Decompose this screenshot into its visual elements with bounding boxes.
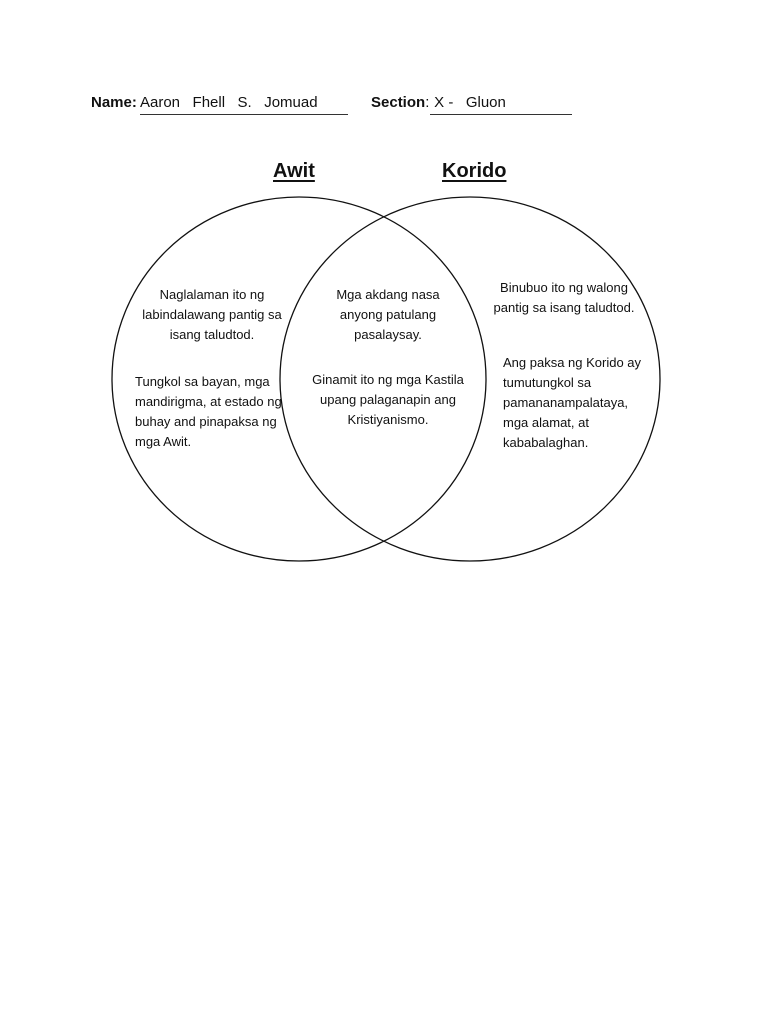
korido-title: Korido — [442, 160, 507, 182]
awit-only-text-1: Naglalaman ito ng labindalawang pantig sa isang taludtod. — [142, 287, 282, 342]
section-field[interactable]: X - Gluon — [430, 94, 572, 115]
awit-title: Awit — [273, 160, 315, 182]
section-label-text: Section — [371, 94, 426, 111]
korido-only-text-2: Ang paksa ng Korido ay tumutungkol sa pamananampalataya, mga alamat, at kababalaghan. — [503, 355, 642, 450]
overlap-text-2: Ginamit ito ng mga Kastila upang palaganapin ang Kristiyanismo. — [312, 372, 464, 427]
name-label: Name: — [91, 94, 137, 111]
overlap-text-1: Mga akdang nasa anyong patulang pasalaysay. — [336, 287, 440, 342]
name-field[interactable]: Aaron Fhell S. Jomuad — [140, 94, 348, 115]
korido-only-text-1: Binubuo ito ng walong pantig sa isang taludtod. — [493, 280, 635, 315]
section-label-colon: : — [425, 94, 430, 111]
awit-only-text-2: Tungkol sa bayan, mga mandirigma, at estado ng buhay and pinapaksa ng mga Awit. — [135, 374, 282, 449]
